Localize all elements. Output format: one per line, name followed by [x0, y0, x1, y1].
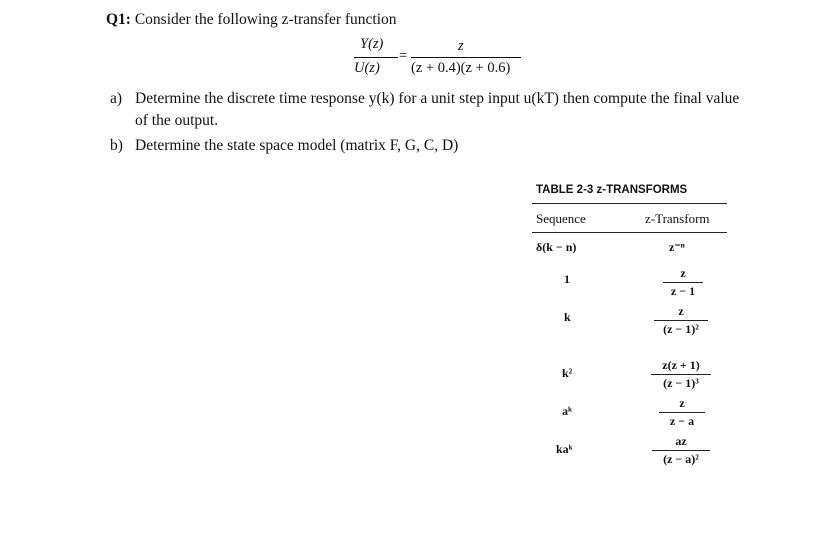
- transfer-function-equation: [340, 36, 540, 82]
- transform-numerator: z: [678, 304, 684, 318]
- transform-fraction-bar: [659, 412, 705, 413]
- part-b-label: b): [110, 137, 123, 154]
- row-transform: [654, 304, 708, 337]
- eq-equals-sign: =: [399, 48, 408, 64]
- table-header-sequence: Sequence: [536, 211, 586, 226]
- row-sequence: δ(k − n): [536, 240, 577, 254]
- row-transform: [652, 434, 710, 467]
- part-b: [110, 135, 790, 157]
- transform-denominator: (z − a)²: [663, 452, 699, 466]
- transform-numerator: z(z + 1): [662, 358, 700, 372]
- row-transform: [651, 358, 711, 391]
- eq-rhs-fraction-bar: [411, 57, 521, 58]
- transform-fraction-bar: [663, 282, 703, 283]
- row-sequence: kaᵏ: [556, 442, 573, 456]
- transform-fraction-bar: [654, 320, 708, 321]
- part-a-text-line1: Determine the discrete time response y(k) for a unit step input u(kT) then compute the final value: [135, 90, 740, 107]
- row-sequence: k: [564, 310, 571, 324]
- row-sequence: k²: [562, 366, 573, 380]
- transform-fraction-bar: [651, 374, 711, 375]
- part-b-text: Determine the state space model (matrix F, G, C, D): [135, 137, 459, 154]
- transform-fraction-bar: [652, 450, 710, 451]
- question-intro: Consider the following z-transfer function: [134, 11, 397, 28]
- transform-denominator: (z − 1)³: [663, 376, 699, 390]
- table-header-rule: [532, 232, 727, 233]
- table-header-transform: z-Transform: [645, 211, 710, 226]
- eq-rhs-numerator: z: [458, 38, 464, 54]
- transform-denominator: z − 1: [670, 284, 696, 298]
- transform-numerator: az: [675, 434, 687, 448]
- eq-lhs-numerator: Y(z): [360, 36, 384, 52]
- transform-numerator: z: [680, 266, 686, 280]
- transform-numerator: z: [679, 396, 685, 410]
- eq-lhs-denominator: U(z): [354, 60, 380, 76]
- row-transform: [663, 266, 703, 299]
- row-transform: [659, 396, 705, 429]
- row-transform: z⁻ⁿ: [669, 240, 685, 254]
- part-a: [110, 88, 790, 132]
- row-sequence: 1: [564, 272, 570, 286]
- part-a-label: a): [110, 90, 123, 107]
- part-a-text-line2: of the output.: [135, 112, 219, 129]
- eq-lhs-fraction-bar: [354, 57, 398, 58]
- table-title: TABLE 2-3 z-TRANSFORMS: [536, 184, 688, 196]
- question-label: Q1:: [106, 11, 131, 28]
- transform-denominator: (z − 1)²: [663, 322, 699, 336]
- table-top-rule: [532, 203, 727, 204]
- question-header: [106, 11, 397, 29]
- row-sequence: aᵏ: [562, 404, 573, 418]
- eq-rhs-denominator: (z + 0.4)(z + 0.6): [411, 60, 511, 76]
- transform-denominator: z − a: [669, 414, 695, 428]
